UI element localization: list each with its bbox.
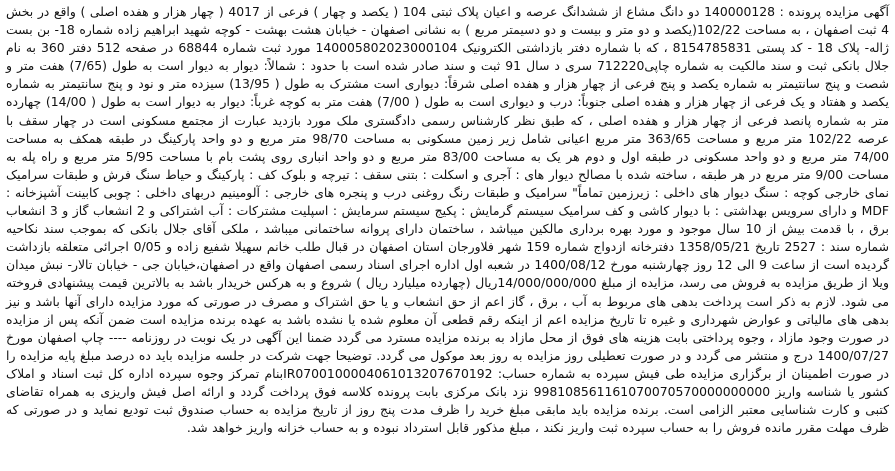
auction-notice-text: آگهی مزایده پرونده : 140000128 دو دانگ مشاع از ششدانگ عرصه و اعیان پلاک ثبتی 104 ( یکصد و چهار ) فرعی از 4017 ( چهار هزار و هفده اصلی ) واقع در بخش 4 ثبت اصفهان ، به مساحت 102/22(یکصد و دو متر و بیست و دو دسیمتر مربع ) به نشانی اصفهان - خیابان هشت بهشت - کوچه شهید ابراهیم زاده شماره 18- بن بست ژاله- پلاک 18 - کد پستی 8154785831 ، که با شماره دفتر بازداشتی الکترونیک 140005802023000104 مورد ثبت شماره 68844 در صفحه 512 دفتر 360 به نام جلال بانکی ثبت و سند مالکیت به شماره چاپی712220 سری د سال 91 ثبت و سند صادر شده است با حدود : شمالاً: دیوار به دیوار است به طول (7/65) هفت متر و شصت و پنج سانتیمتر به شماره یکصد و پنج فرعی از چهار هزار و هفده اصلی شرقاً: دیواری است مشترک به طول ( 13/95) سیزده متر و نود و پنج سانتیمتر به شماره یکصد و هفتاد و یک فرعی از چهار هزار و هفده اصلی جنوباً: درب و دیواری است به طول ( 7/00) هفت متر به کوچه غرباً: دیوار به دیوار است به طول ( 14/00) چهارده متر به شماره پانصد فرعی از چهار هزار و هفده اصلی ، که طبق نظر کارشناس رسمی دادگستری ملک مورد بازدید عبارت از مجتمع مسکونی است در چهار سقف با عرصه 102/22 متر مربع و مساحت 363/65 متر مربع اعیانی شامل زیر زمین مسکونی به مساحت 98/70 متر مربع و دو واحد پارکینگ در طبقه همکف به مساحت 74/00 متر مربع و دو واحد مسکونی در طبقه اول و دوم هر یک به مساحت 83/00 متر مربع و دو واحد انباری روی پشت بام با مساحت 5/95 متر مربع و راه پله به مساحت 9/00 متر مربع در هر طبقه ، ساخته شده با مصالح دیوار های : آجری و اسکلت : بتنی سقف : تیرچه و بلوک کف : پارکینگ و حیاط سنگ فرش و طبقات سرامیک نمای خارجی کوچه : سنگ دیوار های داخلی : زیرزمین تماماً" سرامیک و طبقات رنگ روغنی درب و پنجره های خارجی : آلومینیم دربهای داخلی : چوبی کابینت آشپزخانه : MDF و دارای سرویس بهداشتی : با دیوار کاشی و کف سرامیک سیستم گرمایش : پکیج سیستم سرمایش : اسپلیت مشترکات : آب اشتراکی و 2 انشعاب گاز و 3 انشعاب برق ، با قدمت بیش از 10 سال موجود و مورد بهره برداری مالکین میباشد ، ساختمان دارای پروانه ساختمانی میباشد ، ملکی آقای جلال بانکی که بموجب سند نکاحیه شماره سند : 2527 تاریخ 1358/05/21 دفترخانه ازدواج شماره 159 شهر فلاورجان استان اصفهان در قبال طلب خانم سهیلا شفیع زاده و 0/05 اجرائی متعلقه بازداشت گردیده است از ساعت 9 الی 12 روز چهارشنبه مورخ 1400/08/12 در شعبه اول اداره اجرای اسناد رسمی اصفهان واقع در اصفهان،خیابان جی - خیابان تالار- نبش میدان ویلا از طریق مزایده به فروش می رسد، مزایده از مبلغ 14/000/000/000ریال (چهارده میلیارد ریال ) شروع و به هرکس خریدار باشد به بالاترین قیمت پیشنهادی فروخته می شود. لازم به ذکر است پرداخت بدهی های مربوط به آب ، برق ، گاز اعم از حق انشعاب و یا حق اشتراک و مصرف در صورتی که مورد مزایده دارای آنها باشد و نیز بدهی های مالیاتی و عوارض شهرداری و غیره تا تاریخ مزایده اعم از اینکه رقم قطعی آن معلوم شده یا نشده باشد به عهده برنده مزایده است ضمن آنکه پس از مزایده در صورت وجود مازاد ، وجوه پرداختی بابت هزینه های فوق از محل مازاد به برنده مزایده مسترد می گردد ضمنا این آگهی در یک نوبت در روزنامه ---- چاپ اصفهان مورخ 1400/07/27 درج و منتشر می گردد و در صورت تعطیلی روز مزایده به روز بعد موکول می گردد. توضیحا جهت شرکت در جلسه مزایده باید ده درصد مبلغ پایه مزایده را در صورت اطمینان از برگزاری مزایده طی فیش سپرده به شماره حساب: IR0700100004061013207670192بنام تمرکز وجوه سپرده اداره کل ثبت اسناد و املاک کشور یا شناسه واریز 998108561161070070570000000000 نزد بانک مرکزی بابت پرونده کلاسه فوق پرداخت گردد و ارائه اصل فیش واریزی به همراه تقاضای کتبی و کارت شناسایی معتبر الزامی است. برنده مزایده باید مابقی مبلغ خرید را ظرف مدت پنج روز از تاریخ مزایده به حساب صندوق ثبت تودیع نماید و در صورتی که ظرف مهلت مقرر مانده فروش را به حساب سپرده ثبت واریز نکند ، مبلغ مذکور قابل استرداد نبوده و به حساب خزانه واریز خواهد شد.: [6, 4, 890, 436]
